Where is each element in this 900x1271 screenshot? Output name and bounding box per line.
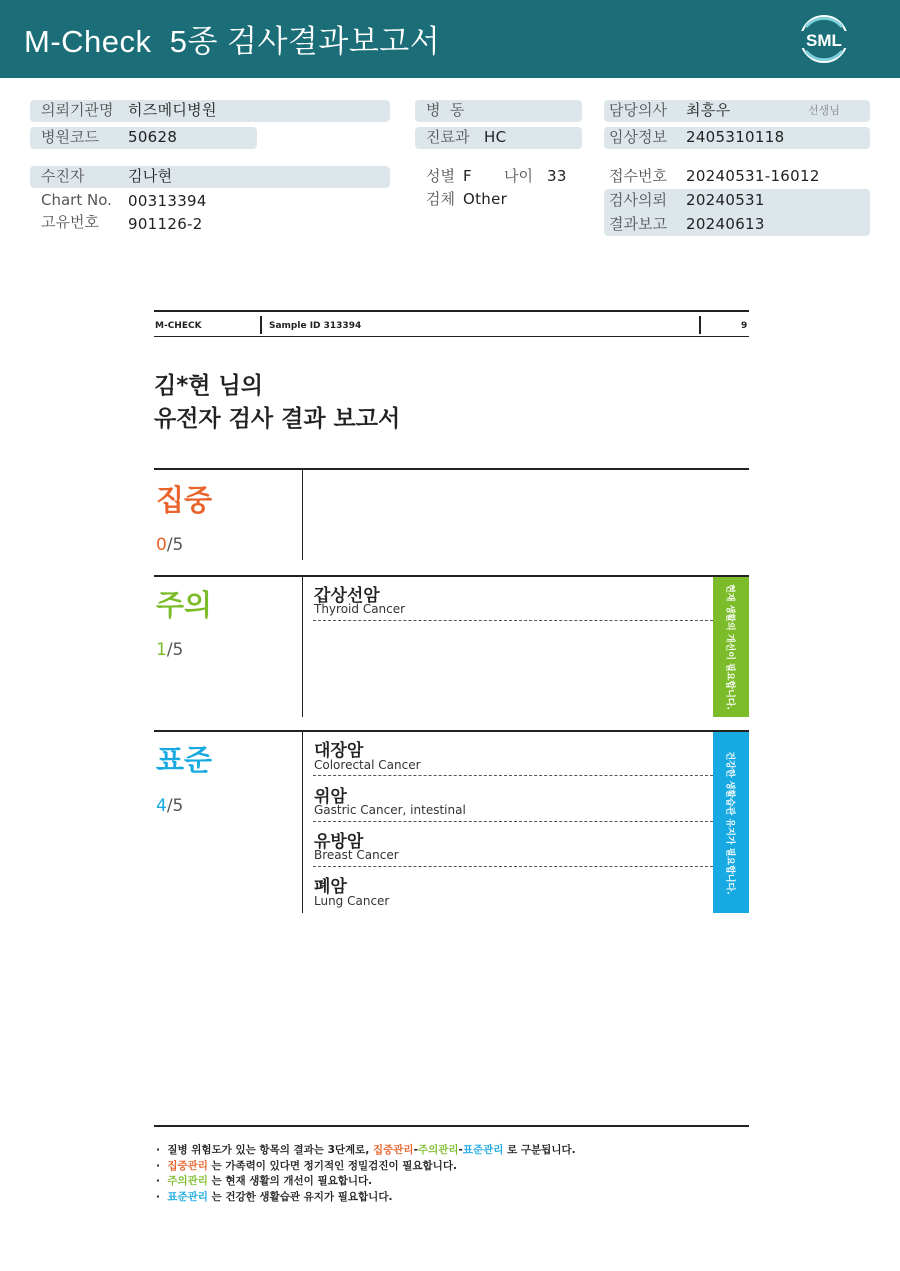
result-item-english: Gastric Cancer, intestinal [314, 803, 466, 817]
patient-label: 수진자 [41, 167, 85, 185]
standard-section-title: 표준 [156, 743, 213, 777]
footer-rule [154, 1125, 749, 1127]
sex-label: 성별 [426, 167, 455, 185]
hospital-code-value: 50628 [128, 128, 178, 146]
header-bar [0, 0, 900, 78]
item-separator [313, 866, 713, 867]
note-line-2: · 집중관리 는 가족력이 있다면 정기적인 정밀검진이 필요합니다. [156, 1160, 457, 1172]
item-separator [313, 620, 713, 621]
result-item-english: Breast Cancer [314, 848, 399, 862]
request-label: 검사의뢰 [609, 191, 667, 209]
header-divider [260, 316, 262, 334]
ward-label: 병 동 [426, 101, 465, 119]
standard-section-rule [154, 730, 749, 732]
result-item-name: 위암 [314, 787, 347, 807]
item-separator [313, 821, 713, 822]
sex-value: F [463, 167, 472, 185]
result-label: 결과보고 [609, 215, 667, 233]
caution-side-text: 현재 생활의 개선이 필요합니다. [724, 584, 735, 710]
caution-count: 1/5 [156, 640, 184, 660]
sample-id: Sample ID 313394 [269, 321, 362, 331]
result-item-name: 갑상선암 [314, 586, 380, 606]
result-item-name: 폐암 [314, 877, 347, 897]
focus-section-title: 집중 [156, 483, 213, 517]
caution-section-divider [302, 577, 303, 717]
age-value: 33 [547, 167, 567, 185]
report-top-rule [154, 310, 749, 312]
standard-side-tab [713, 732, 749, 913]
report-brand: M-CHECK [155, 321, 202, 331]
chart-label: Chart No. [41, 191, 112, 209]
standard-side-text: 건강한 생활습관 유지가 필요합니다. [724, 750, 735, 895]
specimen-value: Other [463, 190, 508, 208]
doctor-suffix: 선생님 [808, 104, 840, 117]
age-label: 나이 [504, 167, 533, 185]
result-item-english: Lung Cancer [314, 894, 390, 908]
result-item-name: 유방암 [314, 832, 364, 852]
page-number: 9 [741, 321, 748, 331]
focus-section-divider [302, 470, 303, 560]
dept-value: HC [484, 128, 507, 146]
clinical-label: 임상정보 [609, 128, 667, 146]
dept-label: 진료과 [426, 128, 470, 146]
receipt-label: 접수번호 [609, 167, 667, 185]
doctor-label: 담당의사 [609, 101, 667, 119]
caution-section-rule [154, 575, 749, 577]
unique-value: 901126-2 [128, 215, 203, 233]
hospital-code-label: 병원코드 [41, 128, 99, 146]
result-item-english: Thyroid Cancer [314, 602, 406, 616]
report-title [154, 370, 400, 436]
specimen-label: 검체 [426, 190, 455, 208]
caution-side-tab [713, 577, 749, 717]
result-item-name: 대장암 [314, 741, 364, 761]
result-item-english: Colorectal Cancer [314, 758, 421, 772]
note-line-3: · 주의관리 는 현재 생활의 개선이 필요합니다. [156, 1175, 373, 1187]
standard-section-divider [302, 732, 303, 913]
header-divider [699, 316, 701, 334]
institution-label: 의뢰기관명 [41, 101, 114, 119]
note-line-4: · 표준관리 는 건강한 생활습관 유지가 필요합니다. [156, 1191, 393, 1203]
page-title: M-Check 5종 검사결과보고서 [24, 24, 441, 59]
request-value: 20240531 [686, 191, 765, 209]
item-separator [313, 775, 713, 776]
patient-value: 김나현 [128, 167, 173, 185]
caution-section-title: 주의 [156, 588, 213, 622]
logo-text: SML [806, 31, 842, 50]
note-line-1: · 질병 위험도가 있는 항목의 결과는 3단계로, 집중관리-주의관리-표준관리 로 구분됩니다. [156, 1144, 576, 1156]
chart-value: 00313394 [128, 192, 207, 210]
clinical-value: 2405310118 [686, 128, 785, 146]
report-title-line1: 김*현 님의 [154, 373, 263, 399]
focus-count: 0/5 [156, 535, 184, 555]
institution-value: 히즈메디병원 [128, 101, 217, 119]
report-header-rule [154, 336, 749, 337]
focus-section-rule [154, 468, 749, 470]
sml-logo [798, 13, 850, 65]
receipt-value: 20240531-16012 [686, 167, 820, 185]
doctor-value: 최흥우 [686, 101, 731, 119]
report-title-line2: 유전자 검사 결과 보고서 [154, 406, 401, 432]
standard-count: 4/5 [156, 796, 184, 816]
unique-label: 고유번호 [41, 213, 99, 231]
result-value: 20240613 [686, 215, 765, 233]
